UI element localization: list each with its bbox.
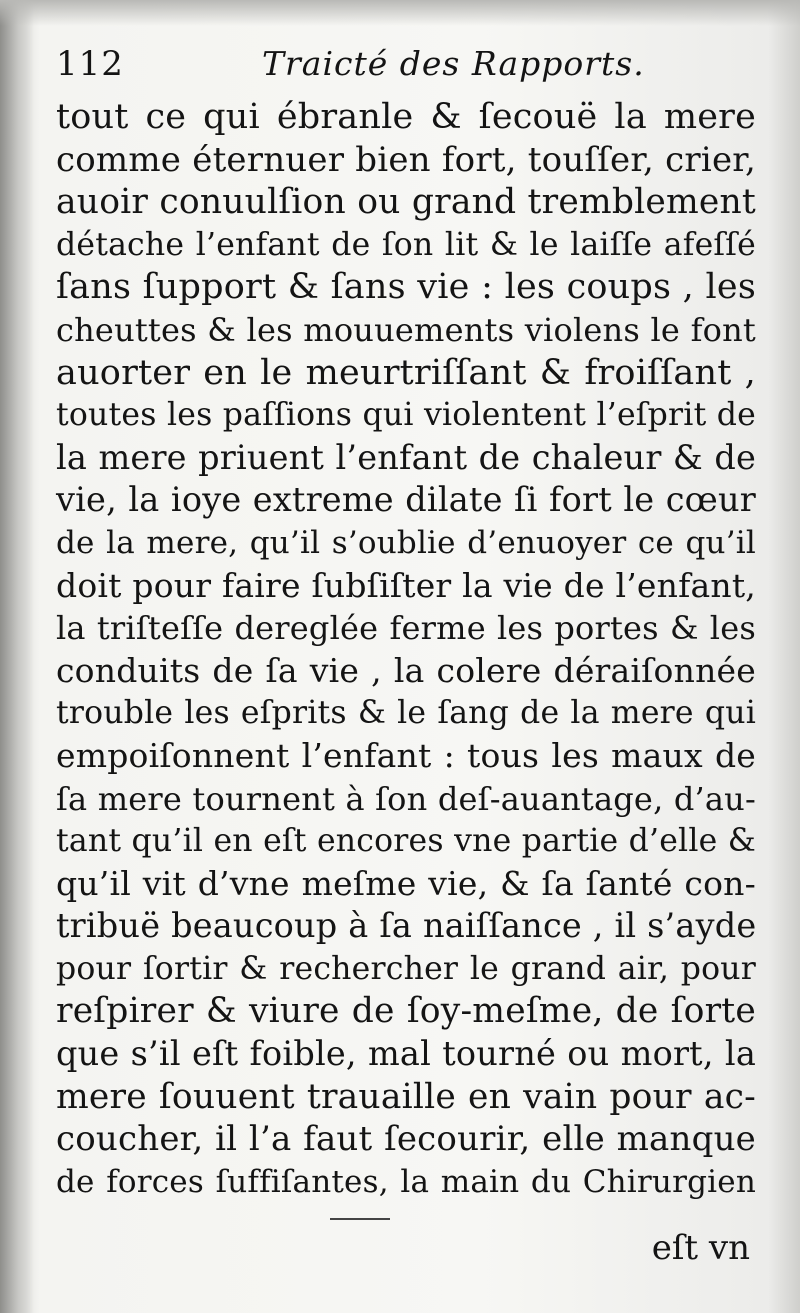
text-line: vie, la ioye extreme dilate ſi fort le cœur	[56, 480, 756, 520]
text-line: reſpirer & viure de ſoy-meſme, de ſorte	[56, 991, 756, 1032]
text-line: tribuë beaucoup à ſa naiſſance , il s’ayde	[56, 906, 757, 946]
text-line: de la mere, qu’il s’oublie d’enuoyer ce qu’il	[56, 524, 756, 561]
text-line: tant qu’il en eſt encores vne partie d’elle &	[56, 823, 756, 860]
text-line: ſa mere tournent à ſon deſ-auantage, d’au-	[56, 779, 756, 818]
text-line: qu’il vit d’vne meſme vie, & ſa ſanté con-	[56, 863, 756, 903]
body-text	[56, 96, 756, 1203]
top-edge-shadow	[0, 0, 800, 26]
gutter-shadow	[0, 0, 34, 1313]
text-line: toutes les paſſions qui violentent l’eſprit de	[56, 397, 756, 434]
text-line: ſans ſupport & ſans vie : les coups , les	[56, 267, 756, 308]
text-line: coucher, il l’a faut ſecourir, elle manque	[56, 1119, 756, 1160]
text-line: que s’il eſt foible, mal tourné ou mort, la	[56, 1034, 756, 1074]
text-line: pour ſortir & rechercher le grand air, pour	[56, 950, 756, 987]
text-line: mere ſouuent trauaille en vain pour ac-	[56, 1076, 756, 1117]
text-line: trouble les eſprits & le ſang de la mere qui	[56, 695, 756, 732]
text-line: conduits de ſa vie , la colere déraiſonnée	[56, 650, 756, 690]
text-line: doit pour faire ſubſiſter la vie de l’enfant,	[56, 565, 756, 605]
text-line: de forces ſuffiſantes, la main du Chirurgien	[56, 1163, 756, 1200]
text-line: cheuttes & les mouuements violens le font	[56, 310, 756, 349]
text-line: auorter en le meurtriſſant & froiſſant ,	[56, 352, 756, 393]
text-line: comme éternuer bien fort, touſſer, crier,	[56, 139, 756, 180]
text-line: la triſteſſe dereglée ferme les portes & les	[56, 609, 756, 648]
catchword: eſt vn	[651, 1228, 750, 1268]
text-line: détache l’enfant de ſon lit & le laiſſe afeſſé	[56, 226, 756, 263]
page-number: 112	[56, 44, 124, 84]
bottom-rule	[330, 1218, 390, 1220]
catchword-area	[56, 1228, 756, 1268]
text-line: empoiſonnent l’enfant : tous les maux de	[56, 735, 756, 775]
running-head	[56, 40, 760, 90]
text-line: auoir conuulſion ou grand tremblement	[56, 182, 756, 223]
running-title: Traicté des Rapports.	[262, 44, 645, 83]
text-line: la mere priuent l’enfant de chaleur & de	[56, 437, 756, 477]
text-line: tout ce qui ébranle & ſecouë la mere	[56, 97, 756, 137]
